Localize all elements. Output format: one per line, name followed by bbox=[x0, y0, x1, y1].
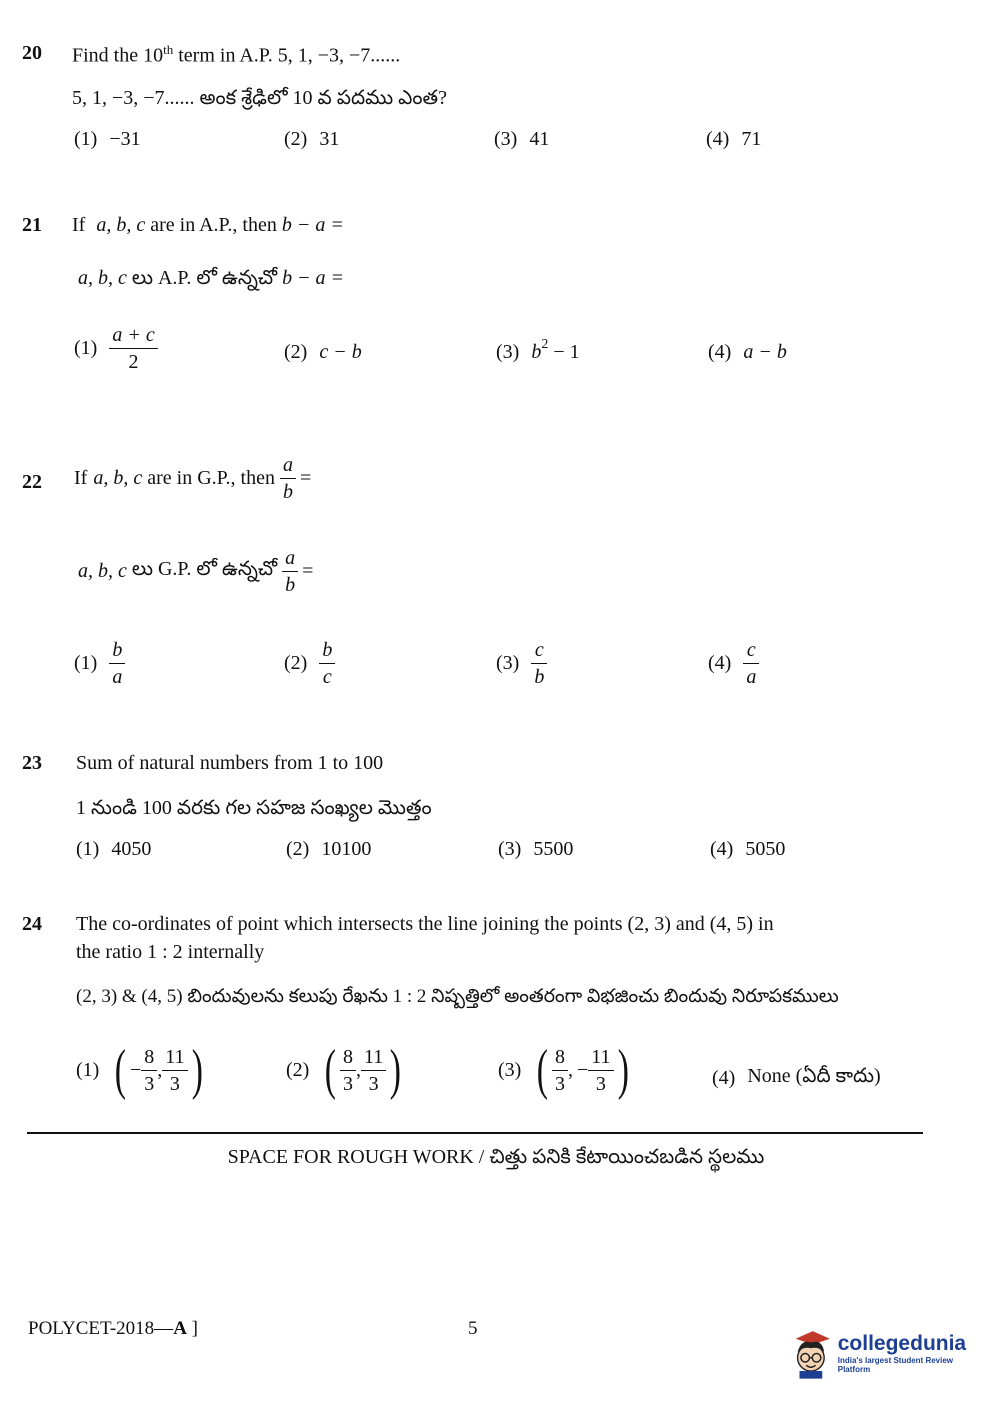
fraction: $\frac{a + c}{2}$ bbox=[109, 322, 157, 375]
divider bbox=[27, 1132, 923, 1134]
option-1[interactable]: (1) −31 bbox=[74, 128, 141, 150]
question-text-te: a, b, c లు G.P. లో ఉన్నచో $\frac{a}{b}$ = bbox=[78, 547, 314, 596]
option-3[interactable]: (3) b $^2$ − 1 bbox=[496, 337, 580, 363]
option-1[interactable]: (1) 4050 bbox=[76, 838, 152, 860]
rough-work-label: SPACE FOR ROUGH WORK / చిత్తు పనికి కేటాయించబడిన స్థలము bbox=[227, 1146, 765, 1168]
question-number: 24 bbox=[22, 913, 42, 935]
fraction: $\frac{a}{b}$ bbox=[282, 545, 298, 598]
paper-code: POLYCET-2018—A ] bbox=[28, 1318, 198, 1339]
question-text-en-line1: The co-ordinates of point which intersects the line joining the points (2, 3) and (4, 5) in bbox=[76, 913, 774, 935]
option-2[interactable]: (2) $\frac{b}{c}$ bbox=[284, 637, 335, 690]
fraction: $\frac{a}{b}$ bbox=[280, 452, 296, 505]
question-number: 20 bbox=[22, 42, 42, 64]
question-number: 23 bbox=[22, 752, 42, 774]
question-text-te: a, b, c లు A.P. లో ఉన్నచో b − a = bbox=[78, 267, 345, 289]
option-4[interactable]: (4) 71 bbox=[706, 128, 762, 150]
option-3[interactable]: (3) $\frac{c}{b}$ bbox=[496, 637, 547, 690]
option-3[interactable]: (3) 41 bbox=[494, 128, 550, 150]
question-text-en: Sum of natural numbers from 1 to 100 bbox=[76, 752, 384, 774]
question-text-en: If a, b, c are in G.P., then $\frac{a}{b}$ = bbox=[74, 454, 312, 503]
collegedunia-logo[interactable] bbox=[790, 1322, 980, 1384]
option-1[interactable]: (1) $\frac{a + c}{2}$ bbox=[74, 322, 158, 375]
option-2[interactable]: (2) 10100 bbox=[286, 838, 372, 860]
option-1[interactable]: (1) ( − $\frac{8}{3}$ , $\frac{11}{3}$ ) bbox=[76, 1039, 203, 1101]
option-2[interactable]: (2) ( $\frac{8}{3}$ , $\frac{11}{3}$ ) bbox=[286, 1039, 402, 1101]
question-text-te: 1 నుండి 100 వరకు గల సహజ సంఖ్యల మొత్తం bbox=[76, 797, 432, 819]
question-text-te: 5, 1, −3, −7...... అంక శ్రేఢిలో 10 వ పదము ఎంత? bbox=[72, 87, 447, 109]
question-text-te: (2, 3) & (4, 5) బిందువులను కలుపు రేఖను 1 : 2 నిష్పత్తిలో అంతరంగా విభజించు బిందువు నిరూపకములు bbox=[76, 986, 839, 1007]
option-4[interactable]: (4) a − b bbox=[708, 341, 787, 363]
option-2[interactable]: (2) 31 bbox=[284, 128, 340, 150]
option-4[interactable]: (4) $\frac{c}{a}$ bbox=[708, 637, 759, 690]
option-3[interactable]: (3) 5500 bbox=[498, 838, 574, 860]
page-number: 5 bbox=[468, 1318, 478, 1339]
option-1[interactable]: (1) $\frac{b}{a}$ bbox=[74, 637, 125, 690]
logo-tagline: India's largest Student Review Platform bbox=[837, 1356, 954, 1374]
option-4[interactable]: (4) 5050 bbox=[710, 838, 786, 860]
question-text-en-line2: the ratio 1 : 2 internally bbox=[76, 941, 265, 963]
option-3[interactable]: (3) ( $\frac{8}{3}$ , − $\frac{11}{3}$ ) bbox=[498, 1039, 629, 1101]
question-text-en: If a, b, c are in A.P., then b − a = bbox=[72, 214, 344, 236]
option-2[interactable]: (2) c − b bbox=[284, 341, 362, 363]
question-number: 22 bbox=[22, 471, 42, 493]
logo-name: collegedunia bbox=[837, 1332, 967, 1355]
question-text-en: Find the 10th term in A.P. 5, 1, −3, −7...... bbox=[72, 42, 401, 67]
mascot-icon bbox=[790, 1326, 832, 1380]
question-number: 21 bbox=[22, 214, 42, 236]
option-4[interactable]: (4) None (ఏదీ కాదు) bbox=[712, 1065, 881, 1089]
